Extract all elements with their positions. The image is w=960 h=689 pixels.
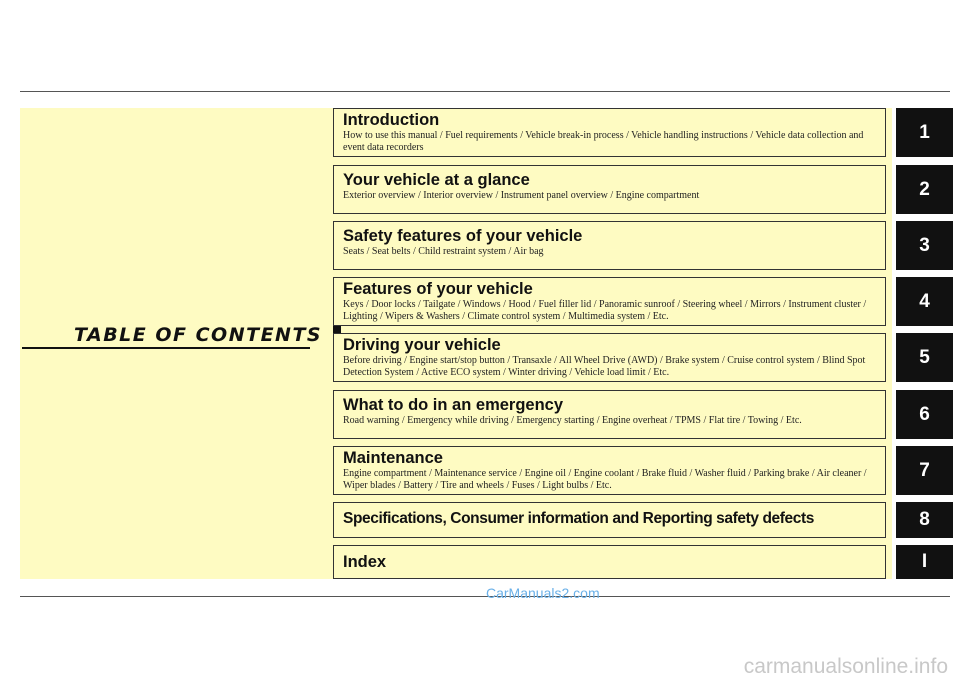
chapter-tab-1[interactable]: 1 [896,108,953,157]
chapter-tab-2[interactable]: 2 [896,165,953,214]
chapter-heading: Safety features of your vehicle [343,227,583,245]
chapter-heading: Your vehicle at a glance [343,171,530,189]
chapter-entry-driving[interactable] [333,333,886,382]
chapter-description: Engine compartment / Maintenance service / Engine oil / Engine coolant / Brake fluid / Washer fluid / Parking brake / Air cleaner / Wiper blades / Battery / Tire and wheels / Fuses / Light bulbs / Etc. [343,468,867,491]
chapter-tab-8[interactable]: 8 [896,502,953,538]
chapter-tab-7[interactable]: 7 [896,446,953,495]
toc-title [22,324,323,356]
chapter-entry-maintenance[interactable] [333,446,886,495]
chapter-heading: Introduction [343,111,440,129]
chapter-entry-introduction[interactable] [333,108,886,157]
bottom-rule [20,596,950,597]
chapter-heading: What to do in an emergency [343,396,564,414]
chapter-entry-specifications[interactable] [333,502,886,538]
chapter-tab-5[interactable]: 5 [896,333,953,382]
chapter-heading: Specifications, Consumer information and Reporting safety defects [343,510,814,527]
chapter-heading: Driving your vehicle [343,336,501,354]
chapter-entry-vehicle-at-a-glance[interactable] [333,165,886,214]
chapter-description: How to use this manual / Fuel requirements / Vehicle break-in process / Vehicle handling instructions / Vehicle data collection and event data recorders [343,130,864,153]
chapter-heading: Maintenance [343,449,443,467]
chapter-tab-3[interactable]: 3 [896,221,953,270]
chapter-heading: Index [343,553,387,571]
chapter-tab-index[interactable]: I [896,545,953,579]
chapter-description: Before driving / Engine start/stop button / Transaxle / All Wheel Drive (AWD) / Brake system / Cruise control system / Blind Spot Detection System / Active ECO system / Winter driving / Vehicle load limit / Etc. [343,355,866,378]
chapter-entry-index[interactable] [333,545,886,579]
chapter-tab-6[interactable]: 6 [896,390,953,439]
watermark-top: CarManuals2.com [486,585,600,601]
toc-title-text: TABLE OF CONTENTS [74,324,323,346]
toc-title-underline [22,347,310,349]
chapter-tab-4[interactable]: 4 [896,277,953,326]
chapter-entry-emergency[interactable] [333,390,886,439]
chapter-description: Seats / Seat belts / Child restraint system / Air bag [343,246,544,257]
chapter-entry-features[interactable] [333,277,886,326]
chapter-description: Road warning / Emergency while driving / Emergency starting / Engine overheat / TPMS / Flat tire / Towing / Etc. [343,415,802,426]
chapter-description: Keys / Door locks / Tailgate / Windows / Hood / Fuel filler lid / Panoramic sunroof / Steering wheel / Mirrors / Instrument cluster / Lighting / Wipers & Washers / Climate control system / Multimedia system / Etc. [343,299,867,322]
chapter-heading: Features of your vehicle [343,280,533,298]
chapter-description: Exterior overview / Interior overview / Instrument panel overview / Engine compartment [343,190,700,201]
watermark-bottom: carmanualsonline.info [743,655,948,678]
top-rule [20,91,950,92]
chapter-entry-safety-features[interactable] [333,221,886,270]
